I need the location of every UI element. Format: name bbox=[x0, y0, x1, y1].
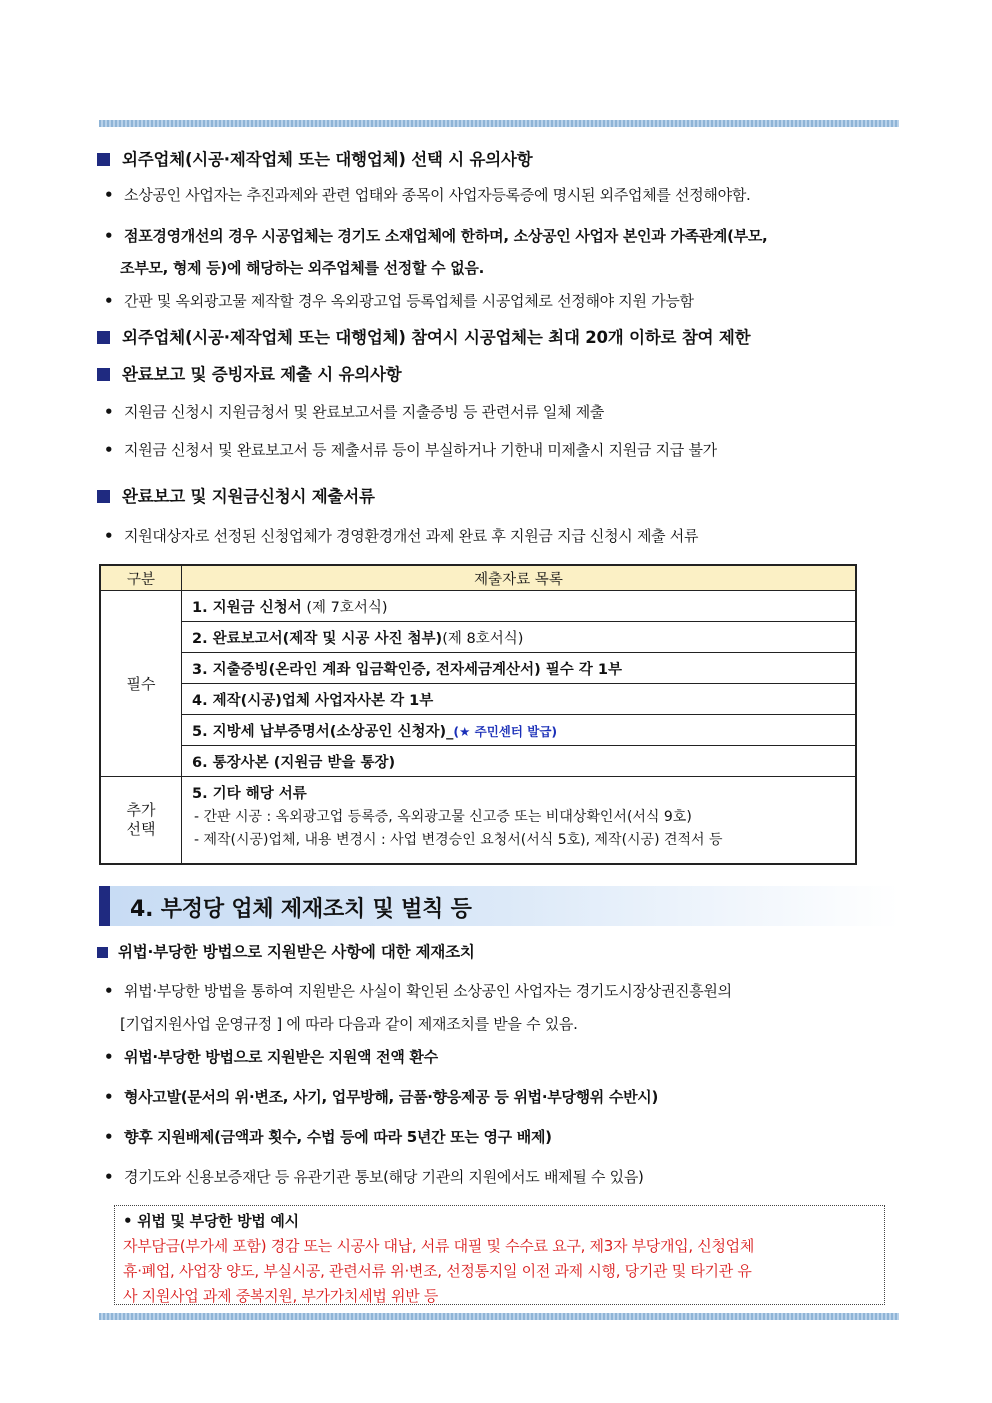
col-doc-list: 제출자료 목록 bbox=[182, 565, 857, 591]
heading-contractor-limit: 외주업체(시공·제작업체 또는 대행업체) 참여시 시공업체는 최대 20개 이하로 참여 제한 bbox=[97, 324, 750, 348]
bullet-no-payment: • 지원금 신청서 및 완료보고서 등 제출서류 등이 부실하거나 기한내 미제출시 지원금 지급 불가 bbox=[104, 441, 717, 459]
bullet-signboard: • 간판 및 옥외광고물 제작할 경우 옥외광고업 등록업체를 시공업체로 선정해야 지원 가능함 bbox=[104, 292, 694, 310]
table-cell: 5. 지방세 납부증명서(소상공인 신청자)_(★ 주민센터 발급) bbox=[182, 715, 857, 746]
bullet-sanction-desc-cont: [기업지원사업 운영규정 ] 에 따라 다음과 같이 제재조치를 받을 수 있음. bbox=[120, 1015, 578, 1033]
bullet-submit-all: • 지원금 신청시 지원금청서 및 완료보고서를 지출증빙 등 관련서류 일체 제출 bbox=[104, 403, 605, 421]
bullet-registration: • 소상공인 사업자는 추진과제와 관련 업태와 종목이 사업자등록증에 명시된 외주업체를 선정해야함. bbox=[104, 186, 751, 204]
bullet-store-improvement: • 점포경영개선의 경우 시공업체는 경기도 소재업체에 한하며, 소상공인 사업자 본인과 가족관계(부모, bbox=[104, 227, 768, 245]
bottom-rule bbox=[99, 1313, 899, 1320]
table-row bbox=[100, 777, 856, 865]
table-header-row bbox=[100, 565, 856, 591]
table-row bbox=[100, 746, 856, 777]
examples-line: 사 지원사업 과제 중복지원, 부가가치세법 위반 등 bbox=[123, 1287, 439, 1305]
heading-contractor-selection: 외주업체(시공·제작업체 또는 대행업체) 선택 시 유의사항 bbox=[97, 146, 532, 170]
square-bullet-icon bbox=[97, 490, 110, 503]
table-row bbox=[100, 715, 856, 746]
table-row bbox=[100, 684, 856, 715]
submission-docs-table bbox=[99, 564, 857, 865]
required-label: 필수 bbox=[100, 591, 182, 777]
bullet-refund: • 위법·부당한 방법으로 지원받은 지원액 전액 환수 bbox=[104, 1048, 438, 1066]
examples-box bbox=[114, 1205, 885, 1305]
examples-line: 자부담금(부가세 포함) 경감 또는 시공사 대납, 서류 대필 및 수수료 요구, 제3자 부당개입, 신청업체 bbox=[123, 1237, 755, 1255]
table-cell: 5. 기타 해당 서류 - 간판 시공 : 옥외광고업 등록증, 옥외광고물 신고증 또는 비대상확인서(서식 9호) - 제작(시공)업체, 내용 변경시 : 사업 변경승인 요청서(서식 5호), 제작(시공) 견적서 등 bbox=[182, 777, 857, 865]
square-bullet-icon bbox=[97, 153, 110, 166]
section-title: 4. 부정당 업체 제재조치 및 벌칙 등 bbox=[130, 897, 472, 922]
heading-submission-docs: 완료보고 및 지원금신청시 제출서류 bbox=[97, 483, 375, 507]
examples-line: 휴·폐업, 사업장 양도, 부실시공, 관련서류 위·변조, 선정통지일 이전 과제 시행, 당기관 및 타기관 유 bbox=[123, 1262, 752, 1280]
bullet-submission-desc: • 지원대상자로 선정된 신청업체가 경영환경개선 과제 완료 후 지원금 지급 신청시 제출 서류 bbox=[104, 527, 699, 545]
bullet-notify: • 경기도와 신용보증재단 등 유관기관 통보(해당 기관의 지원에서도 배제될 수 있음) bbox=[104, 1168, 644, 1186]
square-bullet-icon bbox=[97, 947, 108, 958]
bullet-store-improvement-cont: 조부모, 형제 등)에 해당하는 외주업체를 선정할 수 없음. bbox=[120, 259, 484, 277]
bullet-sanction-desc: • 위법·부당한 방법을 통하여 지원받은 사실이 확인된 소상공인 사업자는 경기도시장상권진흥원의 bbox=[104, 982, 732, 1000]
bullet-exclusion: • 향후 지원배제(금액과 횟수, 수법 등에 따라 5년간 또는 영구 배제) bbox=[104, 1128, 552, 1146]
col-category: 구분 bbox=[100, 565, 182, 591]
table-row bbox=[100, 591, 856, 622]
table-cell: 2. 완료보고서(제작 및 시공 사진 첨부)(제 8호서식) bbox=[182, 622, 857, 653]
table-cell: 4. 제작(시공)업체 사업자사본 각 1부 bbox=[182, 684, 857, 715]
square-bullet-icon bbox=[97, 368, 110, 381]
heading-sanctions: 위법·부당한 방법으로 지원받은 사항에 대한 제재조치 bbox=[97, 940, 475, 962]
table-row bbox=[100, 653, 856, 684]
table-cell: 1. 지원금 신청서 (제 7호서식) bbox=[182, 591, 857, 622]
table-cell: 6. 통장사본 (지원금 받을 통장) bbox=[182, 746, 857, 777]
heading-report-notes: 완료보고 및 증빙자료 제출 시 유의사항 bbox=[97, 361, 402, 385]
table-row bbox=[100, 622, 856, 653]
top-rule bbox=[99, 120, 899, 127]
table-cell: 3. 지출증빙(온라인 계좌 입금확인증, 전자세금계산서) 필수 각 1부 bbox=[182, 653, 857, 684]
section-title-bar bbox=[99, 886, 899, 926]
bullet-criminal: • 형사고발(문서의 위·변조, 사기, 업무방해, 금품·향응제공 등 위법·부당행위 수반시) bbox=[104, 1088, 659, 1106]
examples-title: • 위법 및 부당한 방법 예시 bbox=[123, 1212, 299, 1230]
square-bullet-icon bbox=[97, 331, 110, 344]
optional-label: 추가 선택 bbox=[100, 777, 182, 865]
